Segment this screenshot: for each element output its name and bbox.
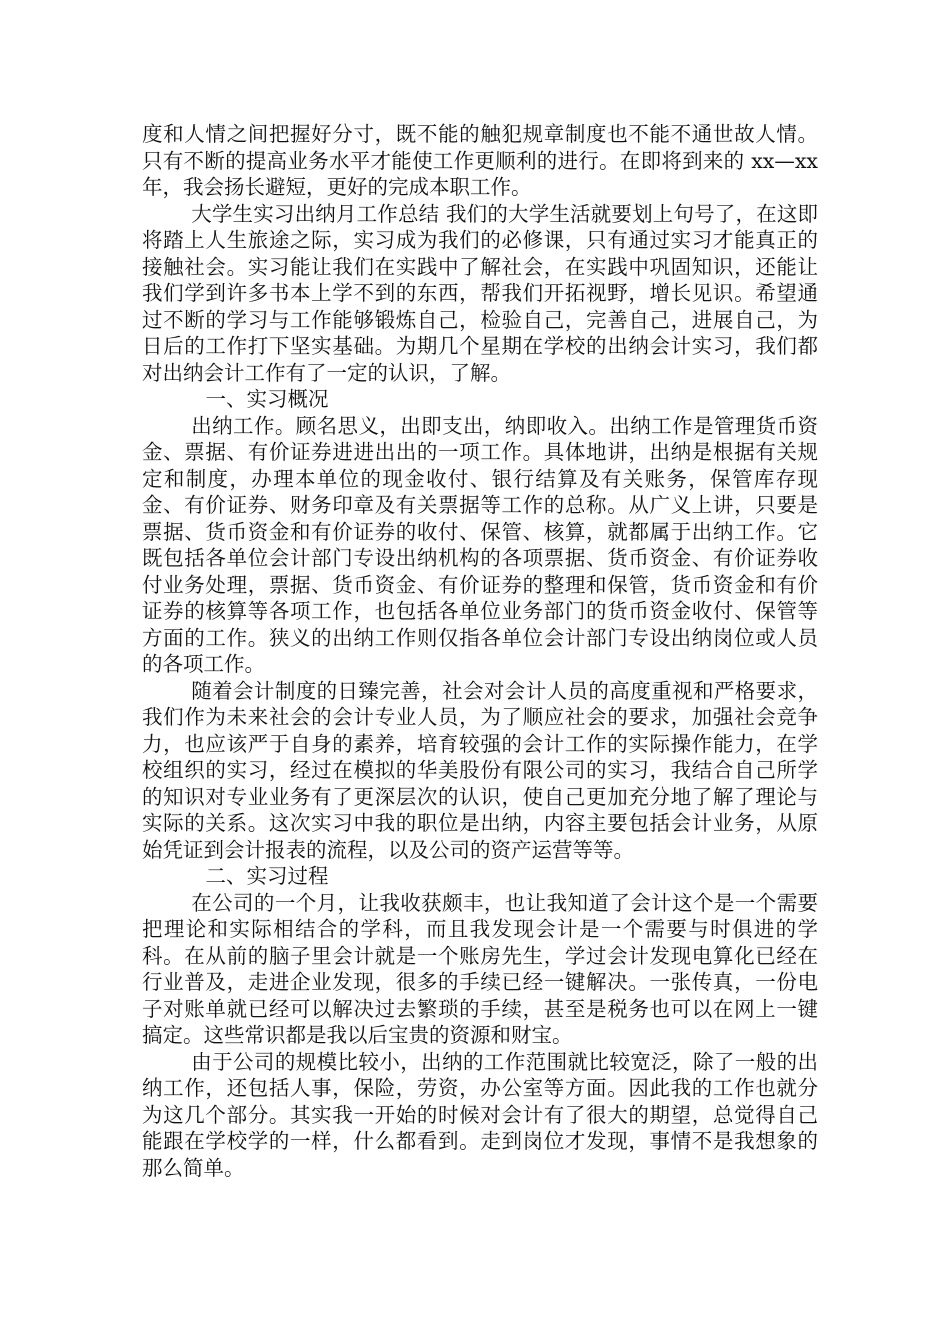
paragraph-accounting-requirements: 随着会计制度的日臻完善，社会对会计人员的高度重视和严格要求，我们作为未来社会的会计专业人员，为了顺应社会的要求，加强社会竞争力，也应该严于自身的素养，培育较强的会计工作的实际操作能力，在学校组织的实习，经过在模拟的华美股份有限公司的实习，我结合自己所学的知识对专业业务有了更深层次的认识，使自己更加充分地了解了理论与实际的关系。这次实习中我的职位是出纳，内容主要包括会计业务，从原始凭证到会计报表的流程，以及公司的资产运营等等。 <box>142 678 818 862</box>
paragraph-internship-month: 在公司的一个月，让我收获颇丰，也让我知道了会计这个是一个需要把理论和实际相结合的学科，而且我发现会计是一个需要与时俱进的学科。在从前的脑子里会计就是一个账房先生，学过会计发现电算化已经在行业普及，走进企业发现，很多的手续已经一键解决。一张传真，一份电子对账单就已经可以解决过去繁琐的手续，甚至是税务也可以在网上一键搞定。这些常识都是我以后宝贵的资源和财宝。 <box>142 890 818 1047</box>
paragraph-company-scope: 由于公司的规模比较小，出纳的工作范围就比较宽泛，除了一般的出纳工作，还包括人事，保险，劳资，办公室等方面。因此我的工作也就分为这几个部分。其实我一开始的时候对会计有了很大的期望，总觉得自己能跟在学校学的一样，什么都看到。走到岗位才发现，事情不是我想象的那么简单。 <box>142 1049 818 1180</box>
section-heading-overview: 一、实习概况 <box>205 387 329 411</box>
section-heading-process: 二、实习过程 <box>205 864 329 888</box>
paragraph-cashier-definition: 出纳工作。顾名思义，出即支出，纳即收入。出纳工作是管理货币资金、票据、有价证券进进出出的一项工作。具体地讲，出纳是根据有关规定和制度，办理本单位的现金收付、银行结算及有关账务，保管库存现金、有价证券、财务印章及有关票据等工作的总称。从广义上讲，只要是票据、货币资金和有价证券的收付、保管、核算，就都属于出纳工作。它既包括各单位会计部门专设出纳机构的各项票据、货币资金、有价证券收付业务处理，票据、货币资金、有价证券的整理和保管，货币资金和有价证券的核算等各项工作，也包括各单位业务部门的货币资金收付、保管等方面的工作。狭义的出纳工作则仅指各单位会计部门专设出纳岗位或人员的各项工作。 <box>142 413 818 676</box>
paragraph-summary-intro: 大学生实习出纳月工作总结 我们的大学生活就要划上句号了，在这即将踏上人生旅途之际，实习成为我们的必修课，只有通过实习才能真正的接触社会。实习能让我们在实践中了解社会，在实践中巩固知识，还能让我们学到许多书本上学不到的东西，帮我们开拓视野，增长见识。希望通过不断的学习与工作能够锻炼自己，检验自己，完善自己，进展自己，为日后的工作打下坚实基础。为期几个星期在学校的出纳会计实习，我们都对出纳会计工作有了一定的认识，了解。 <box>142 201 818 385</box>
paragraph-continuation: 度和人情之间把握好分寸，既不能的触犯规章制度也不能不通世故人情。只有不断的提高业务水平才能使工作更顺利的进行。在即将到来的 xx—xx 年，我会扬长避短，更好的完成本职工作。 <box>142 122 818 199</box>
document-page <box>142 121 818 1181</box>
